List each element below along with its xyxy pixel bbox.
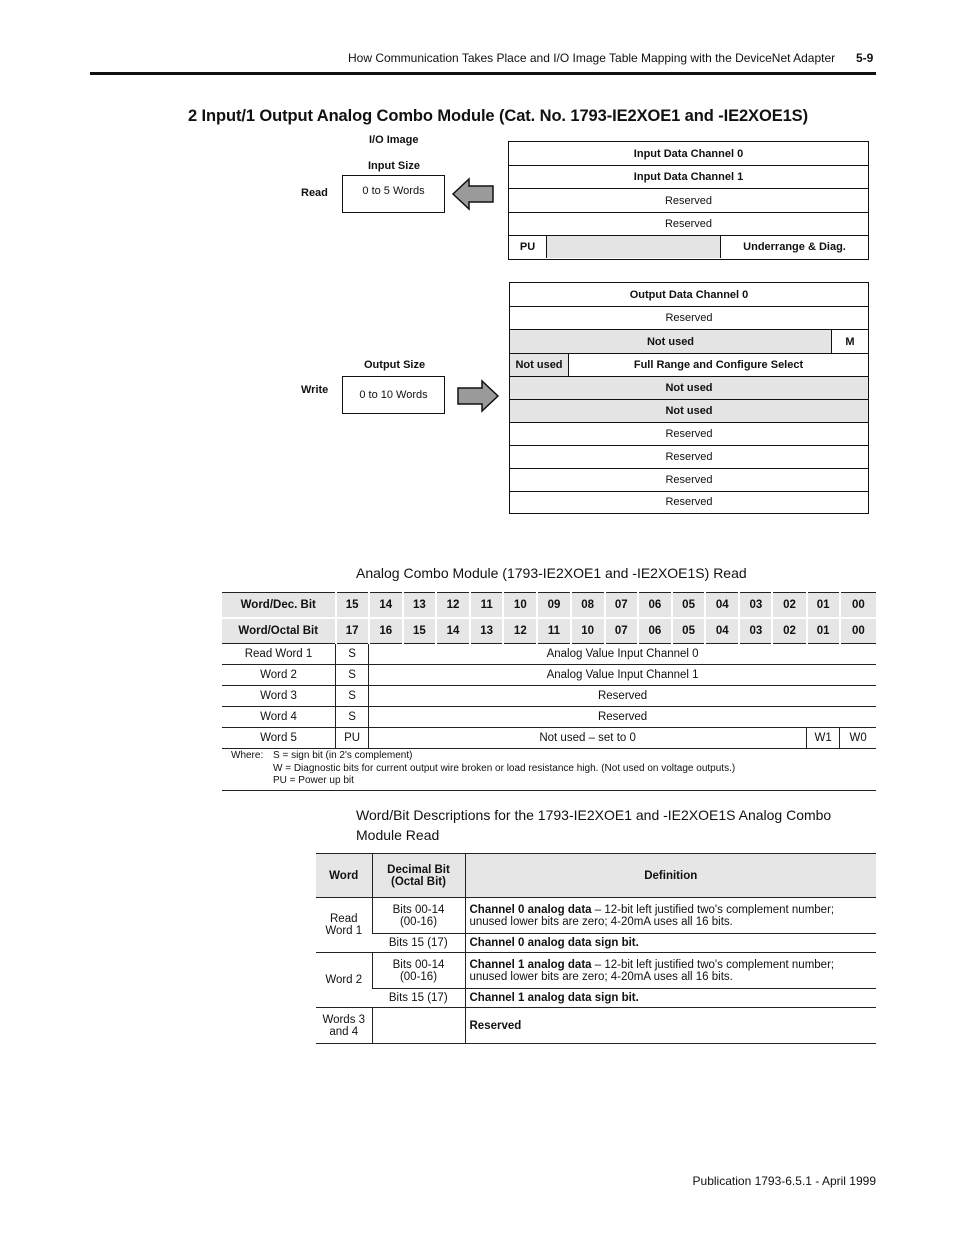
word-cell: Word 4 <box>222 707 336 728</box>
header-definition: Definition <box>465 854 876 898</box>
definition-cell <box>465 953 876 989</box>
header-cell: 11 <box>470 593 503 619</box>
header-cell: 04 <box>705 618 739 644</box>
definition-text: – 12-bit left justified two's complement number; <box>591 903 835 916</box>
header-cell: 11 <box>537 618 570 644</box>
header-cell: 07 <box>605 593 638 619</box>
input-words-box <box>342 175 445 213</box>
read-label: Read <box>301 187 328 199</box>
header-cell: 00 <box>840 593 876 619</box>
header-cell: 05 <box>672 618 705 644</box>
table-row <box>222 707 876 728</box>
span-cell: Reserved <box>369 686 876 707</box>
word-cell <box>316 898 372 953</box>
definition-text: unused lower bits are zero; 4-20mA uses all 16 bits. <box>469 915 733 928</box>
word-cell: Word 2 <box>222 665 336 686</box>
word-cell: Word 3 <box>222 686 336 707</box>
bits-cell <box>372 953 465 989</box>
output-words-value: 0 to 10 Words <box>359 389 428 401</box>
span-cell: Not used – set to 0 <box>369 728 807 749</box>
desc-table <box>316 853 876 1044</box>
output-map-row: Reserved <box>510 307 868 330</box>
bits-line: Bits 00-14 <box>392 903 445 916</box>
output-image-map <box>509 282 869 514</box>
dec-bit-header-row <box>222 593 876 619</box>
span-cell: Reserved <box>369 707 876 728</box>
output-map-row: Output Data Channel 0 <box>510 283 868 307</box>
write-label: Write <box>301 384 329 396</box>
full-range-cell: Full Range and Configure Select <box>633 359 804 371</box>
header-cell: 06 <box>638 618 672 644</box>
header-cell: 01 <box>807 618 840 644</box>
page-number: 5-9 <box>856 51 874 65</box>
header-cell: 13 <box>470 618 503 644</box>
definition-bold: Channel 0 analog data sign bit. <box>469 937 639 949</box>
bits-cell <box>372 1008 465 1044</box>
table-row <box>222 686 876 707</box>
desc-table-caption-line1: Word/Bit Descriptions for the 1793-IE2XOE1 and -IE2XOE1S Analog Combo <box>356 807 832 823</box>
output-map-row-m <box>510 330 868 354</box>
word-cell: Read Word 1 <box>222 644 336 665</box>
output-map-row: Not used <box>510 377 868 400</box>
definition-text: – 12-bit left justified two's complement number; <box>591 958 835 971</box>
table-row <box>316 898 876 934</box>
header-cell: Word/Octal Bit <box>222 618 336 644</box>
output-map-row: Reserved <box>510 469 868 492</box>
bits-line: Bits 00-14 <box>392 958 445 971</box>
header-rule <box>90 72 876 75</box>
input-map-row-diag <box>509 236 868 258</box>
where-legend <box>222 750 876 791</box>
span-cell: Analog Value Input Channel 1 <box>369 665 876 686</box>
where-line: S = sign bit (in 2's complement) <box>273 750 413 761</box>
table-row <box>222 665 876 686</box>
header-cell: Word/Dec. Bit <box>222 593 336 619</box>
output-words-box <box>342 376 445 414</box>
header-cell: 01 <box>807 593 840 619</box>
header-cell: 10 <box>503 593 537 619</box>
header-cell: 00 <box>840 618 876 644</box>
bits-cell: Bits 15 (17) <box>372 989 465 1008</box>
bit15-cell: S <box>336 686 369 707</box>
table-row <box>316 989 876 1008</box>
header-cell: 05 <box>672 593 705 619</box>
word-line: Words 3 <box>322 1013 366 1026</box>
word-cell: Word 2 <box>316 953 372 1008</box>
bit00-cell: W0 <box>840 728 876 749</box>
not-used-cell: Not used <box>510 354 569 376</box>
header-cell: 16 <box>369 618 403 644</box>
input-map-row: Reserved <box>509 213 868 236</box>
read-arrow-icon <box>451 177 495 211</box>
bits-line: (00-16) <box>399 915 438 928</box>
header-cell: 07 <box>605 618 638 644</box>
definition-bold: Channel 0 analog data <box>469 903 592 916</box>
header-cell: 04 <box>705 593 739 619</box>
header-bit-line2: (Octal Bit) <box>391 875 446 888</box>
read-table <box>222 592 876 749</box>
bits-line: (00-16) <box>399 970 438 983</box>
definition-bold: Channel 1 analog data <box>469 958 592 971</box>
output-map-row: Not used <box>510 400 868 423</box>
table-row <box>316 1008 876 1044</box>
bit01-cell: W1 <box>807 728 840 749</box>
header-cell: 17 <box>336 618 369 644</box>
word-cell <box>316 1008 372 1044</box>
header-cell: 03 <box>739 593 772 619</box>
input-words-value: 0 to 5 Words <box>362 185 425 197</box>
header-cell: 14 <box>436 618 470 644</box>
bit15-cell: S <box>336 665 369 686</box>
definition-cell <box>465 898 876 934</box>
underrange-diag-cell: Underrange & Diag. <box>743 241 846 253</box>
where-label: Where: <box>231 750 264 761</box>
header-word: Word <box>316 854 372 898</box>
definition-cell <box>465 989 876 1008</box>
input-map-row: Input Data Channel 1 <box>509 166 868 189</box>
header-cell: 03 <box>739 618 772 644</box>
empty-cell <box>547 236 721 258</box>
header-cell: 09 <box>537 593 570 619</box>
header-cell: 15 <box>403 618 436 644</box>
table-row <box>316 934 876 953</box>
definition-bold: Channel 1 analog data sign bit. <box>469 992 639 1004</box>
header-cell: 12 <box>436 593 470 619</box>
publication-footer: Publication 1793-6.5.1 - April 1999 <box>692 1174 876 1188</box>
section-title: 2 Input/1 Output Analog Combo Module (Cat. No. 1793-IE2XOE1 and -IE2XOE1S) <box>188 107 808 125</box>
definition-text: unused lower bits are zero; 4-20mA uses all 16 bits. <box>469 970 733 983</box>
definition-bold: Reserved <box>469 1019 522 1032</box>
oct-bit-header-row <box>222 618 876 644</box>
definition-cell <box>465 1008 876 1044</box>
header-cell: 12 <box>503 618 537 644</box>
input-map-row: Input Data Channel 0 <box>509 142 868 166</box>
m-cell: M <box>832 330 868 353</box>
bit15-cell: S <box>336 644 369 665</box>
output-map-row-range <box>510 354 868 377</box>
definition-cell <box>465 934 876 953</box>
header-cell: 14 <box>369 593 403 619</box>
table-row <box>316 953 876 989</box>
header-cell: 06 <box>638 593 672 619</box>
input-size-label: Input Size <box>368 160 420 172</box>
header-bit-line1: Decimal Bit <box>387 863 450 876</box>
header-cell: 02 <box>772 618 806 644</box>
output-size-label: Output Size <box>364 359 426 371</box>
input-map-row: Reserved <box>509 189 868 213</box>
word-cell: Word 5 <box>222 728 336 749</box>
where-line: W = Diagnostic bits for current output wire broken or load resistance high. (Not used on voltage outputs.) <box>273 762 736 774</box>
table-row <box>222 728 876 749</box>
header-cell: 10 <box>571 618 605 644</box>
desc-table-caption-line2: Module Read <box>356 827 440 843</box>
input-image-map <box>508 141 869 260</box>
io-image-label: I/O Image <box>369 134 419 146</box>
header-cell: 13 <box>403 593 436 619</box>
bit15-cell: S <box>336 707 369 728</box>
running-title: How Communication Takes Place and I/O Image Table Mapping with the DeviceNet Adapter <box>348 51 836 65</box>
word-line: Word 1 <box>325 925 363 937</box>
table-row <box>222 644 876 665</box>
header-cell: 15 <box>336 593 369 619</box>
word-line: Read <box>330 913 358 925</box>
span-cell: Analog Value Input Channel 0 <box>369 644 876 665</box>
output-map-row: Reserved <box>510 423 868 446</box>
write-arrow-icon <box>456 379 500 413</box>
where-line: PU = Power up bit <box>273 775 354 786</box>
output-map-row: Reserved <box>665 496 713 508</box>
header-cell: 08 <box>571 593 605 619</box>
header-bit <box>372 854 465 898</box>
read-table-caption: Analog Combo Module (1793-IE2XOE1 and -IE2XOE1S) Read <box>356 565 747 581</box>
header-cell: 02 <box>772 593 806 619</box>
pu-cell: PU <box>509 236 547 258</box>
output-map-row: Reserved <box>510 446 868 469</box>
bit15-cell: PU <box>336 728 369 749</box>
word-line: and 4 <box>329 1025 359 1038</box>
bits-cell <box>372 898 465 934</box>
desc-header-row <box>316 854 876 898</box>
not-used-cell: Not used <box>510 330 832 353</box>
bits-cell: Bits 15 (17) <box>372 934 465 953</box>
